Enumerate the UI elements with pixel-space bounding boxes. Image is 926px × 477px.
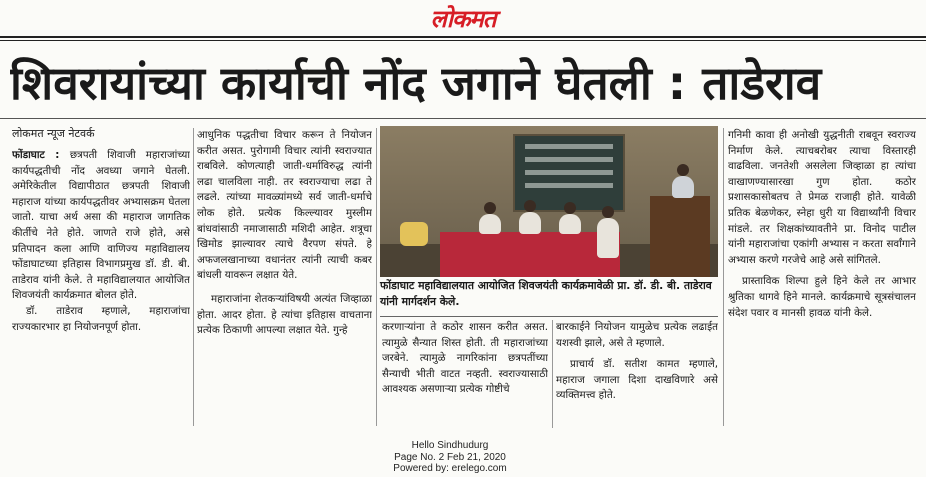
photo-person-head [564, 202, 576, 214]
article-column-3 [382, 320, 548, 432]
lokmat-logo: लोकमत [430, 5, 496, 33]
dateline: फोंडाघाट : [12, 149, 70, 161]
masthead-rule-thin [0, 40, 926, 41]
paragraph [12, 148, 190, 304]
article-column-1 [12, 148, 190, 430]
paragraph: प्रास्ताविक शिल्पा हुले हिने केले तर आभार श्रुतिका थागवे हिने मानले. कार्यक्रमाचे सूत्रसंचालन संदेश पवार व मानसी हावळ यांनी केले. [728, 275, 916, 319]
photo-flowers [400, 222, 428, 246]
paragraph: महाराजांना शेतकऱ्यांविषयी अत्यंत जिव्हाळा होता. आदर होता. हे त्यांचा इतिहास वाचताना प्रत्येक ठिकाणी आपल्या लक्षात येते. गुन्हे [197, 292, 372, 337]
photo-podium [650, 196, 710, 277]
photo-person [559, 214, 581, 234]
column-divider [376, 128, 377, 426]
footer-source: Hello Sindhudurg [411, 440, 489, 451]
source-footer [380, 440, 520, 475]
column-divider [552, 320, 553, 428]
photo-person [519, 212, 541, 234]
photo-speaker-head [677, 164, 689, 176]
masthead-rule [0, 36, 926, 38]
photo-caption: फोंडाघाट महाविद्यालयात आयोजित शिवजयंती कार्यक्रमावेळी प्रा. डॉ. डी. बी. ताडेराव यांनी मार्गदर्शन केले. [380, 279, 712, 308]
article-column-2 [197, 128, 372, 430]
paragraph: प्राचार्य डॉ. सतीश कामत म्हणाले, महाराज जगाला दिशा दाखविणारे असे व्यक्तिमत्त्व होते. [556, 358, 718, 402]
paragraph-text: छत्रपती शिवाजी महाराजांच्या कार्यपद्धतीची नोंद अवध्या जगाने घेतली. अमेरिकेतील विद्यापीठात छत्रपती शिवाजी महाराज यांच्या कार्यपद्धतीवर अभ्यासक्रम घेतला जातो. याचा अर्थ असा की महाराज जागतिक कीर्तीचे नेते होते. जाणते राजे होते, असे प्रतिपादन कला आणि वाणिज्य महाविद्यालय फोंडाघाटच्या इतिहास विभागप्रमुख डॉ. डी. बी. ताडेराव यांनी केले. ते महाविद्यालयात आयोजित शिवजयंती कार्यक्रमात बोलत होते. [12, 149, 190, 302]
photo-person-head [524, 200, 536, 212]
footer-page-date: Page No. 2 Feb 21, 2020 [394, 451, 506, 463]
headline-rule [0, 118, 926, 119]
paragraph: गनिमी कावा ही अनोखी युद्धनीती राबवून स्वराज्य निर्माण केले. त्याचबरोबर त्याचा विस्तारही वाढविला. जनतेशी असलेला जिव्हाळा हा त्यांचा वाखाणण्यासारखा गुण होता. कठोर प्रशासकासोबतच ते प्रेमळ राजाही होते. यावेळी प्रतिक बेळणेकर, स्नेहा धुरी या विद्यार्थ्यांनी विचार मांडले. तर शिक्षकांच्यावतीने प्रा. विनोद पाटील यांनी महाराजांचा एकांगी अभ्यास न करता सर्वांगाने अभ्यास करणे गरजेचे आहे असे सांगितले. [728, 129, 916, 266]
photo-person-head [602, 206, 614, 218]
photo-person [597, 218, 619, 258]
paragraph: बारकाईने नियोजन यामुळेच प्रत्येक लढाईत यशस्वी झाले, असे ते म्हणाले. [556, 321, 718, 349]
article-headline: शिवरायांच्या कार्याची नोंद जगाने घेतली : ताडेराव [10, 56, 822, 110]
article-column-5 [728, 128, 916, 430]
photo-person-head [484, 202, 496, 214]
column-divider [723, 128, 724, 426]
article-column-4 [556, 320, 718, 432]
paragraph: डॉ. ताडेराव म्हणाले, महाराजांचा राज्यकारभार हा नियोजनपूर्ण होता. [12, 304, 190, 333]
byline: लोकमत न्यूज नेटवर्क [12, 127, 95, 140]
event-photo [380, 126, 718, 277]
photo-table [440, 232, 620, 277]
caption-rule [380, 316, 718, 317]
paragraph: करणाऱ्यांना ते कठोर शासन करीत असत. त्यामुळे सैन्यात शिस्त होती. ती महाराजांच्या जरबेने. त्यामुळे नागरिकांना छत्रपतींच्या सैन्याची भीती वाटत नव्हती. स्वराज्यासाठी आवश्यक असणाऱ्या प्रत्येक गोष्टीचे [382, 321, 548, 396]
photo-person [479, 214, 501, 234]
footer-powered-by: Powered by: erelego.com [393, 463, 507, 474]
column-divider [193, 128, 194, 426]
photo-speaker [672, 176, 694, 198]
paragraph: आधुनिक पद्धतीचा विचार करून ते नियोजन करीत असत. पुरोगामी विचार त्यांनी स्वराज्यात राबविले. कोणत्याही जाती-धर्माविरुद्ध त्यांनी लढा चालविला नाही. तर स्वराज्याचा लढा ते लढले. त्यांच्या मावळ्यांमध्ये सर्व जाती-धर्माचे लोक होते. प्रत्येक किल्ल्यावर मुस्लीम बांधवांसाठी नमाजासाठी मशिदी आहेत. शत्रूचा खिमोड झाल्यावर त्याचे वैरपण संपते. हे अफजलखानाच्या वधानंतर त्यांनी त्याची कबर बांधली यावरून लक्षात येते. [197, 129, 372, 282]
